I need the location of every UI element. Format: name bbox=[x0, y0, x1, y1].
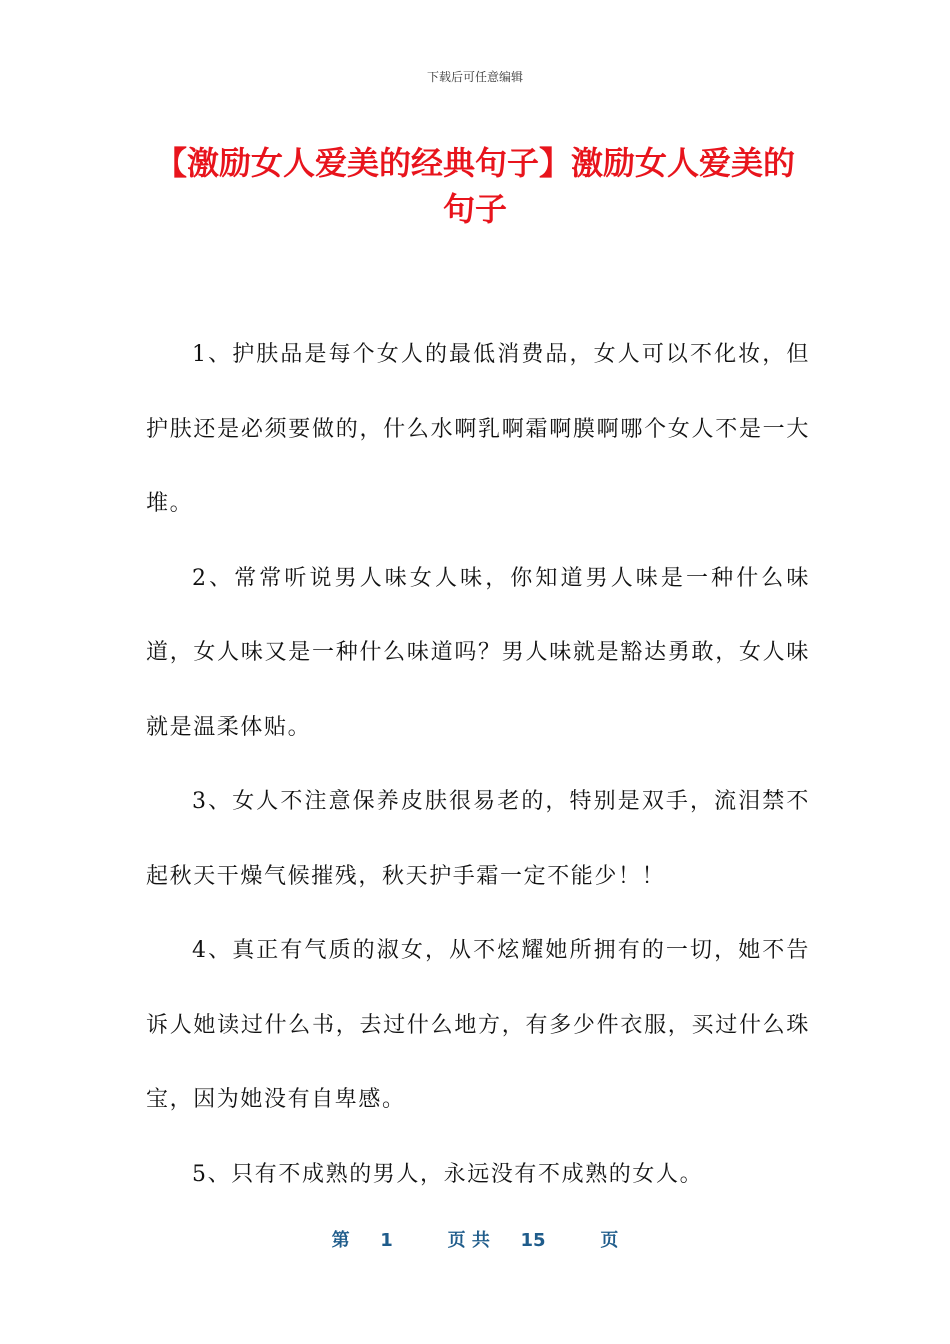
footer-suffix: 页 bbox=[600, 1230, 619, 1251]
paragraph-1: 1、护肤品是每个女人的最低消费品，女人可以不化妆，但护肤还是必须要做的，什么水啊乳啊霜啊膜啊哪个女人不是一大堆。 bbox=[146, 342, 810, 516]
document-title: 【激励女人爱美的经典句子】激励女人爱美的句子 bbox=[154, 144, 795, 228]
header-note: 下载后可任意编辑 bbox=[426, 70, 523, 84]
paragraph-3: 3、女人不注意保养皮肤很易老的，特别是双手，流泪禁不起秋天干燥气候摧残，秋天护手霜一定不能少！！ bbox=[146, 789, 810, 889]
footer-prefix: 第 bbox=[331, 1230, 350, 1251]
paragraph-5: 5、只有不成熟的男人，永远没有不成熟的女人。 bbox=[192, 1161, 704, 1187]
document-body bbox=[146, 318, 810, 1212]
paragraph-4: 4、真正有气质的淑女，从不炫耀她所拥有的一切，她不告诉人她读过什么书，去过什么地方，有多少件衣服，买过什么珠宝，因为她没有自卑感。 bbox=[146, 938, 810, 1112]
footer-middle: 页 共 bbox=[447, 1230, 490, 1251]
footer-total-pages: 15 bbox=[520, 1230, 546, 1251]
paragraph-2: 2、常常听说男人味女人味，你知道男人味是一种什么味道，女人味又是一种什么味道吗？男人味就是豁达勇敢，女人味就是温柔体贴。 bbox=[146, 565, 810, 740]
page-footer bbox=[0, 1226, 950, 1252]
footer-current-page: 1 bbox=[380, 1230, 393, 1251]
